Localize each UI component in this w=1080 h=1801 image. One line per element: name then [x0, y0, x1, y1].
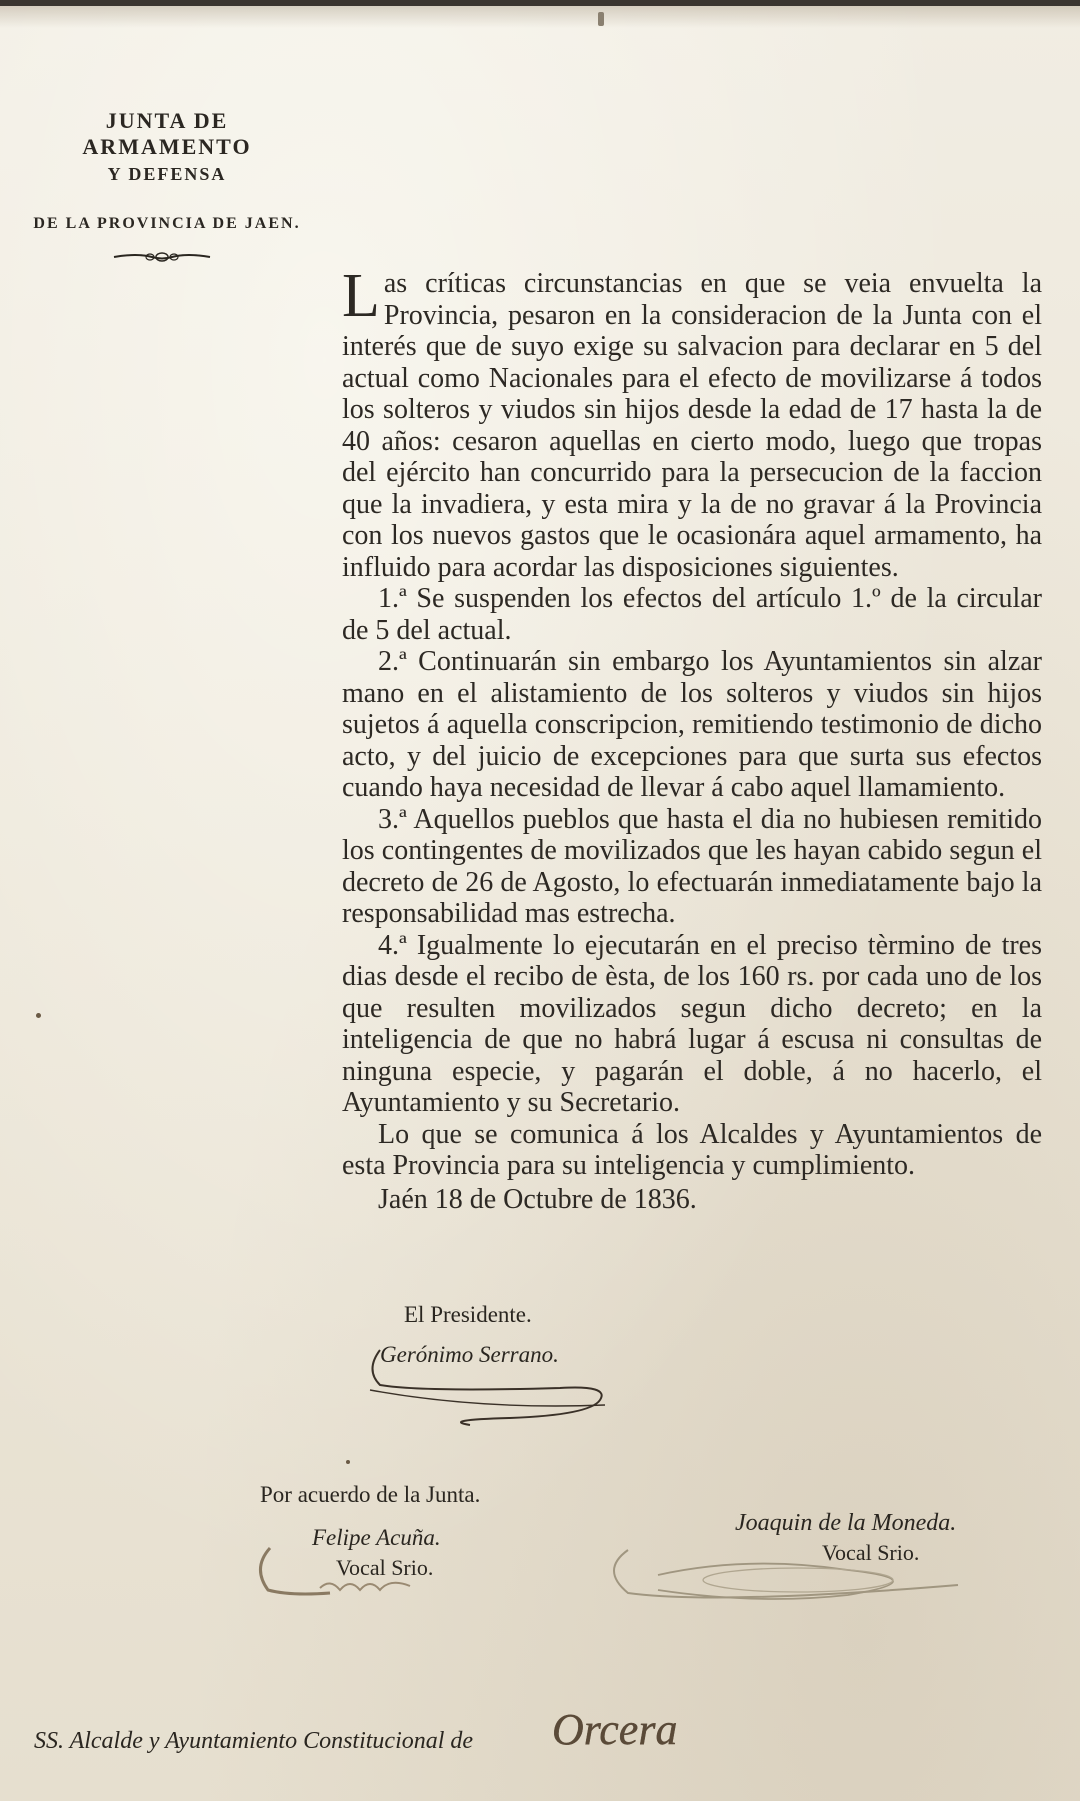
by-agreement-label: Por acuerdo de la Junta. — [260, 1482, 481, 1507]
secretary2-name: Joaquin de la Moneda. — [735, 1510, 957, 1536]
secretary2-signature-flourish — [598, 1535, 988, 1615]
president-name: Gerónimo Serrano. — [380, 1342, 559, 1367]
ink-speck — [346, 1460, 350, 1464]
recipient-address: SS. Alcalde y Ayuntamiento Constitucional de — [34, 1728, 474, 1754]
dropcap: L — [342, 262, 380, 330]
header-line-1: JUNTA DE ARMAMENTO — [82, 108, 252, 159]
president-label: El Presidente. — [404, 1302, 532, 1327]
top-mark — [598, 12, 604, 26]
article-1: 1.ª Se suspenden los efectos del artículo 1.º de la circular de 5 del actual. — [342, 583, 1042, 646]
president-signature-flourish — [360, 1330, 620, 1440]
svg-text:Orcera: Orcera — [552, 1705, 678, 1754]
secretary2-title: Vocal Srio. — [822, 1540, 920, 1565]
header-line-3: DE LA PROVINCIA DE JAEN. — [33, 215, 301, 232]
article-4: 4.ª Igualmente lo ejecutarán en el preciso tèrmino de tres dias desde el recibo de èsta, de los 160 rs. por cada uno de los que resulten movilizados segun dicho decreto; en la inteligencia de que no habrá lugar á escusa ni consultas de ninguna especie, y pagarán el doble, á no hacerlo, el Ayuntamiento y su Secretario. — [342, 929, 1042, 1118]
article-3: 3.ª Aquellos pueblos que hasta el dia no hubiesen remitido los contingentes de movilizados que les hayan cabido segun el decreto de 26 de Agosto, lo efectuarán inmediatamente bajo la responsabilidad mas estrecha. — [342, 803, 1042, 929]
secretary1-signature-flourish — [250, 1538, 450, 1608]
flourish-ornament — [112, 250, 212, 264]
date-line: Jaén 18 de Octubre de 1836. — [378, 1183, 697, 1215]
intro-paragraph — [342, 262, 1042, 583]
top-stain — [0, 6, 1080, 28]
secretary1-title: Vocal Srio. — [336, 1555, 434, 1580]
header-line-2: Y DEFENSA — [107, 164, 227, 184]
ink-speck — [36, 1013, 41, 1018]
article-2: 2.ª Continuarán sin embargo los Ayuntamientos sin alzar mano en el alistamiento de los solteros y viudos sin hijos sujetos á aquella conscripcion, remitiendo testimonio de dicho acto, y del juicio de excepciones para que surta sus efectos cuando haya necesidad de llevar á cabo aquel llamamiento. — [342, 646, 1042, 803]
intro-text: as críticas circunstancias en que se veia envuelta la Provincia, pesaron en la consideracion de la Junta con el interés que de suyo exige su salvacion para declarar en 5 del actual como Nacionales para el efecto de movilizarse á todos los solteros y viudos sin hijos desde la edad de 17 hasta la de 40 años: cesaron aquellas en cierto modo, luego que tropas del ejército han concurrido para la persecucion de la faccion que la invadiera, y esta mira y la de no gravar á la Provincia con los nuevos gastos que le ocasionára aquel armamento, ha influido para acordar las disposiciones siguientes. — [342, 268, 1042, 583]
body-text — [342, 262, 1042, 1215]
handwritten-town-name — [548, 1700, 768, 1760]
closing-paragraph: Lo que se comunica á los Alcaldes y Ayuntamientos de esta Provincia para su inteligencia y cumplimiento. — [342, 1118, 1042, 1181]
secretary1-name: Felipe Acuña. — [312, 1525, 441, 1550]
